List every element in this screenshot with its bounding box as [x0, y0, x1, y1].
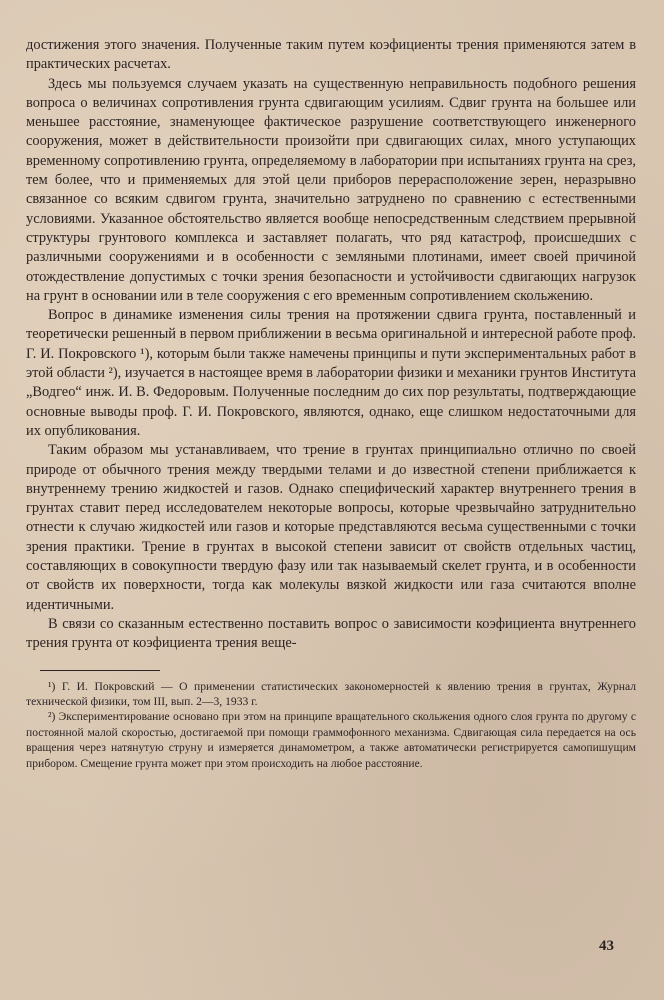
footnote-2: ²) Экспериментирование основано при этом на принципе вращательного скольжения одного слоя грунта по другому с постоянной малой скоростью, достигаемой при помощи граммофонного механизма. Сдвигающая сила передается на ось вращения через натянутую струну и измеряется динамометром, а также автоматически регистрируется самопишущим прибором. Смещение грунта может при этом происходить на любое расстояние. — [26, 710, 636, 770]
main-text — [26, 36, 636, 654]
page-number: 43 — [599, 938, 614, 954]
paragraph-continuation: достижения этого значения. Полученные таким путем коэфициенты трения применяются затем в практических расчетах. — [26, 37, 636, 73]
footnotes — [26, 679, 636, 771]
paragraph-question: В связи со сказанным естественно поставить вопрос о зависимости коэфициента внутреннего трения грунта от коэфициента трения веще- — [26, 615, 636, 652]
footnote-1: ¹) Г. И. Покровский — О применении статистических закономерностей к явлению трения в грунтах, Журнал технической физики, том III, вып. 2—3, 1933 г. — [26, 679, 636, 708]
paragraph-soil-shear: Здесь мы пользуемся случаем указать на существенную неправильность подобного решения вопроса о величинах сопротивления грунта сдвигающим усилиям. Сдвиг грунта на большее или меньшее расстояние, знаменующее фактическое разрушение соответствующего инженерного сооружения, может в действительности произойти при сдвигающих силах, много уступающих временному сопротивлению грунта, определяемому в лаборатории при испытаниях грунта на срез, тем более, что и применяемых для этой цели приборов перерасположение зерен, неразрывно связанное со всяким сдвигом грунта, значительно затруднено по сравнению с естественными условиями. Указанное обстоятельство является вообще непосредственным следствием прерывной структуры грунтового комплекса и заставляет полагать, что ряд катастроф, происшедших с различными сооружениями и в особенности с земляными плотинами, имеет своей причиной отождествление допустимых с точки зрения безопасности и устойчивости сдвигающих нагрузок на грунт в основании или в теле сооружения с его временным сопротивлением скольжению. — [26, 75, 636, 304]
paragraph-friction-dynamics: Вопрос в динамике изменения силы трения на протяжении сдвига грунта, поставленный и теоретически решенный в первом приближении в весьма оригинальной и интересной работе проф. Г. И. Покровского ¹), которым были также намечены принципы и пути экспериментальных работ в этой области ²), изучается в настоящее время в лаборатории физики и механики грунтов Института „Водгео“ инж. И. В. Федоровым. Полученные последним до сих пор результаты, подтверждающие основные выводы проф. Г. И. Покровского, являются, однако, еще слишком недостаточными для их опубликования. — [26, 307, 636, 439]
footnote-divider — [40, 670, 160, 671]
paragraph-friction-nature: Таким образом мы устанавливаем, что трение в грунтах принципиально отлично по своей природе от обычного трения между твердыми телами и до известной степени приближается к внутреннему трению жидкостей и газов. Однако специфический характер внутреннего трения в грунтах ставит перед исследователем некоторые вопросы, которые чрезвычайно затруднительно отнести к случаю жидкостей или газов и которые представляются весьма существенными с точки зрения практики. Трение в грунтах в высокой степени зависит от свойств отдельных частиц, составляющих в совокупности твердую фазу или так называемый скелет грунта, и в особенности от свойств их поверхности, тогда как молекулы вязкой жидкости или газа считаются вполне идентичными. — [26, 442, 636, 613]
